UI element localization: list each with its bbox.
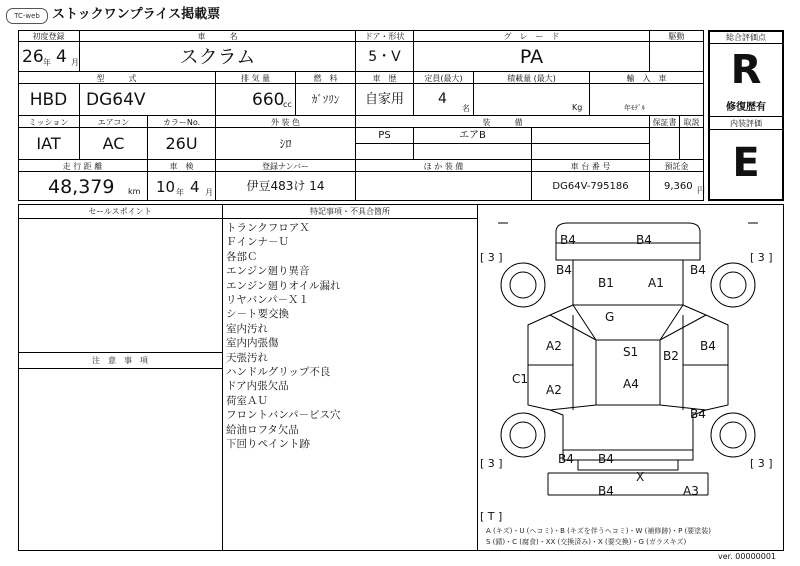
damage-mark: B4 [700,339,716,353]
model-prefix: HBD [18,84,80,116]
damage-mark: B4 [556,263,572,277]
page-title: ストックワンプライス掲載票 [52,7,221,22]
deposit: 9,360 [664,181,693,192]
equip-empty-3 [414,144,532,160]
label-interior-grade: 内装評価 [710,116,782,130]
damage-mark: B4 [598,484,614,498]
bracket-t: [ T ] [480,510,503,523]
label-history: 車 歴 [356,72,414,84]
aircon: AC [80,128,148,160]
capacity-unit: 名 [462,104,470,113]
inspection-month: 4 [190,178,200,196]
inspection-cell [148,172,216,201]
label-import: 輸 入 車 [590,72,704,84]
label-overall-grade: 総合評価点 [710,31,782,44]
label-capacity: 定員(最大) [414,72,474,84]
remark-item: 各部Ｃ [226,250,258,263]
usage: 自家用 [356,84,414,116]
label-first-reg: 初度登録 [18,30,80,42]
remarks-list [226,221,476,452]
damage-mark: B4 [690,407,706,421]
load-unit: Kg [572,103,583,112]
mileage: 48,379 [48,176,115,198]
remark-item: 荷室ＡＵ [226,394,268,407]
mileage-cell [18,172,148,201]
first-reg-year: 26 [22,47,44,67]
label-exterior-color: 外 装 色 [216,116,356,128]
label-door-type: ドア・形状 [356,30,414,42]
inspection-year: 10 [156,178,176,196]
overall-grade-note: 修復歴有 [726,102,766,113]
mileage-unit: km [128,187,141,196]
model: DG64V [80,84,216,116]
bracket-3-rl: [ 3 ] [480,457,503,470]
damage-mark: B1 [598,276,614,290]
divider-1 [222,204,223,551]
displacement: 660 [252,90,285,110]
damage-mark: A3 [683,484,699,498]
month-unit: 月 [71,58,79,67]
label-drive: 駆動 [650,30,704,42]
bracket-3-rr: [ 3 ] [750,457,773,470]
damage-mark: X [636,470,645,484]
remark-item: フロントバンパ－ビス穴 [226,409,341,422]
damage-mark: B4 [560,233,576,247]
remark-item: ハンドルグリップ不良 [226,366,331,379]
bracket-3-fl: [ 3 ] [480,251,503,264]
label-grade: グ レ ー ド [414,30,650,42]
remark-item: エンジン廻り異音 [226,265,310,278]
label-color-no: カラーNo. [148,116,216,128]
first-reg-month: 4 [56,47,67,67]
car-diagram [478,205,783,550]
front-bumper-outline [556,223,700,243]
damage-mark: A2 [546,339,562,353]
car-name: スクラム [80,42,356,72]
drive [650,42,704,72]
remark-item: ドア内張欠品 [226,380,289,393]
load-cell [474,84,590,116]
chassis-number: DG64V-795186 [532,172,650,201]
label-fuel: 燃 料 [296,72,356,84]
cc-unit: cc [283,100,292,109]
label-mission: ミッション [18,116,80,128]
label-chassis: 車 台 番 号 [532,160,650,172]
remark-item: 天張汚れ [226,351,268,364]
damage-mark: S1 [623,345,639,359]
label-price: 預託金 [650,160,704,172]
damage-mark: B4 [636,233,652,247]
remark-item: Ｆインナ－Ｕ [226,236,289,249]
plate-number: 伊豆483け 14 [216,172,356,201]
mission: IAT [18,128,80,160]
fuel: ｶﾞｿﾘﾝ [296,84,356,116]
capacity-cell [414,84,474,116]
capacity: 4 [438,91,447,107]
grade: PA [414,42,650,72]
damage-mark: A4 [623,377,639,391]
equip-empty-1 [532,128,650,144]
insp-year-unit: 年 [176,188,184,197]
year-unit: 年 [43,58,51,67]
label-remarks: 特記事項・不具合箇所 [223,205,477,219]
exterior-color: ｼﾛ [216,128,356,160]
label-other-equip: ほ か 装 備 [356,160,532,172]
label-notes: 注 意 事 項 [18,354,222,369]
label-displacement: 排 気 量 [216,72,296,84]
remark-item: トランクフロアＸ [226,222,310,234]
label-aircon: エアコン [80,116,148,128]
damage-mark: B4 [558,452,574,466]
damage-mark: G [605,310,615,324]
remark-item: シ－ト要交換 [226,308,289,321]
legend-line-2: S (錆)・C (腐食)・XX (交換済み)・X (要交換)・G (ガラスキズ) [486,538,687,546]
remark-item: 下回りペイント跡 [226,438,310,451]
first-reg-cell [18,42,80,72]
label-mileage: 走 行 距 離 [18,160,148,172]
damage-mark: C1 [512,372,529,386]
color-no: 26U [148,128,216,160]
damage-mark: B2 [663,349,679,363]
version: ver. 00000001 [718,552,777,561]
overall-grade: R [730,47,762,93]
manual [680,128,704,160]
deposit-unit: 円 [697,186,705,195]
label-warranty: 保証書 [650,116,680,128]
import-cell [590,84,704,116]
remark-item: エンジン廻りオイル漏れ [226,279,341,292]
label-inspection: 車 検 [148,160,216,172]
label-car-name: 車 名 [80,30,356,42]
bracket-3-fr: [ 3 ] [750,251,773,264]
label-sales-point: セールスポイント [18,205,222,219]
warranty [650,128,680,160]
logo: TC-web [6,8,48,24]
remark-item: 室内汚れ [226,322,268,335]
divider-3 [18,352,222,353]
equip-ps: PS [356,128,414,144]
displacement-cell [216,84,296,116]
damage-mark: B4 [690,263,706,277]
other-equip [356,172,532,201]
insp-month-unit: 月 [205,188,213,197]
label-manual: 取説 [680,116,704,128]
legend [486,526,782,548]
label-plate: 登録ナンバー [216,160,356,172]
equip-empty-4 [532,144,650,160]
label-model: 型 式 [18,72,216,84]
legend-line-1: A (キズ)・U (ヘコミ)・B (キズを伴うヘコミ)・W (補修跡)・P (要塗装) [486,527,712,535]
equip-airbag: エアB [414,128,532,144]
label-load: 積載量 (最大) [474,72,590,84]
damage-mark: B4 [598,452,614,466]
damage-mark: A1 [648,276,664,290]
door-type: 5・V [356,42,414,72]
deposit-cell [650,172,704,201]
label-equipment: 装 備 [356,116,650,128]
remark-item: 給油ロフタ欠品 [226,423,299,436]
import-model: 年ﾓﾃﾞﾙ [624,104,645,112]
interior-grade: E [732,140,760,186]
remark-item: 室内内張傷 [226,337,279,350]
damage-mark: A2 [546,383,562,397]
equip-empty-2 [356,144,414,160]
remark-item: リヤバンパ－Ｘ１ [226,294,310,307]
